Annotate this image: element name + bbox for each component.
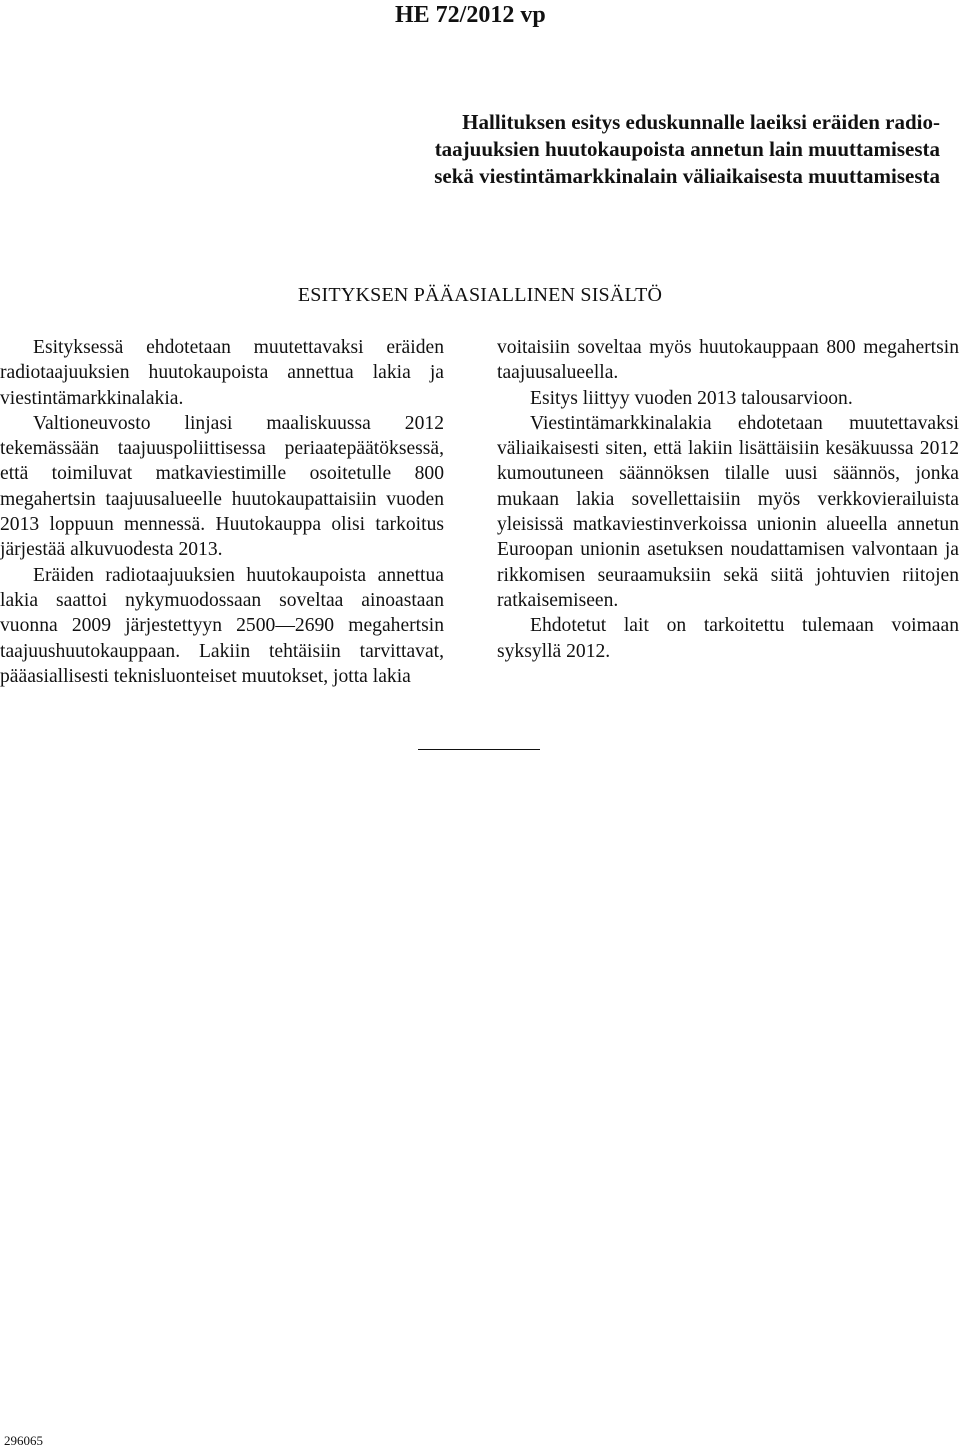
page-code: 296065 xyxy=(4,1433,43,1448)
paragraph: Esityksessä ehdotetaan muutettavaksi eräiden radiotaajuuksien huutokaupoista annettua lakia ja viestintämarkkinalakia. xyxy=(0,337,444,409)
document-id: HE 72/2012 vp xyxy=(395,2,546,28)
title-line: taajuuksien huutokaupoista annetun lain muuttamisesta xyxy=(434,137,940,161)
paragraph: Viestintämarkkinalakia ehdotetaan muutettavaksi väliaikaisesti siten, että lakiin lisättäisiin kesäkuussa 2012 kumoutuneen säännöksen tilalle uusi säännös, jonka mukaan lakia sovellettaisiin myös verkkovierailuista yleisissä matkaviestinverkoissa unionin alueella annetun Euroopan unionin asetuksen noudattamisen valvontaan ja rikkomisen seuraamuksiin sekä siitä johtuvien riitojen ratkaisemiseen. xyxy=(497,412,959,611)
paragraph: Esitys liittyy vuoden 2013 talousarvioon. xyxy=(530,387,853,409)
end-divider xyxy=(418,749,540,750)
left-column xyxy=(0,335,444,689)
paragraph: Valtioneuvosto linjasi maaliskuussa 2012 tekemässään taajuuspoliittisessa periaatepäätöksessä, että toimiluvat matkaviestimille osoitetulle 800 megahertsin taajuusalueelle huutokaupattaisiin vuoden 2013 loppuun mennessä. Huutokauppa olisi tarkoitus järjestää alkuvuodesta 2013. xyxy=(0,412,444,561)
right-column xyxy=(497,335,959,664)
document-title xyxy=(380,109,940,190)
paragraph: Ehdotetut lait on tarkoitettu tulemaan voimaan syksyllä 2012. xyxy=(497,615,959,662)
title-line: sekä viestintämarkkinalain väliaikaisesta muuttamisesta xyxy=(434,164,940,188)
paragraph: Eräiden radiotaajuuksien huutokaupoista annettua lakia saattoi nykymuodossaan soveltaa ainoastaan vuonna 2009 järjestettyyn 2500—2690 megahertsin taajuushuutokauppaan. Lakiin tehtäisiin tarvittavat, pääasiallisesti teknisluonteiset muutokset, jotta lakia xyxy=(0,564,444,687)
title-line: Hallituksen esitys eduskunnalle laeiksi eräiden radio- xyxy=(462,110,940,134)
section-heading: ESITYKSEN PÄÄASIALLINEN SISÄLTÖ xyxy=(297,284,663,306)
paragraph: voitaisiin soveltaa myös huutokauppaan 800 megahertsin taajuusalueella. xyxy=(497,337,959,384)
